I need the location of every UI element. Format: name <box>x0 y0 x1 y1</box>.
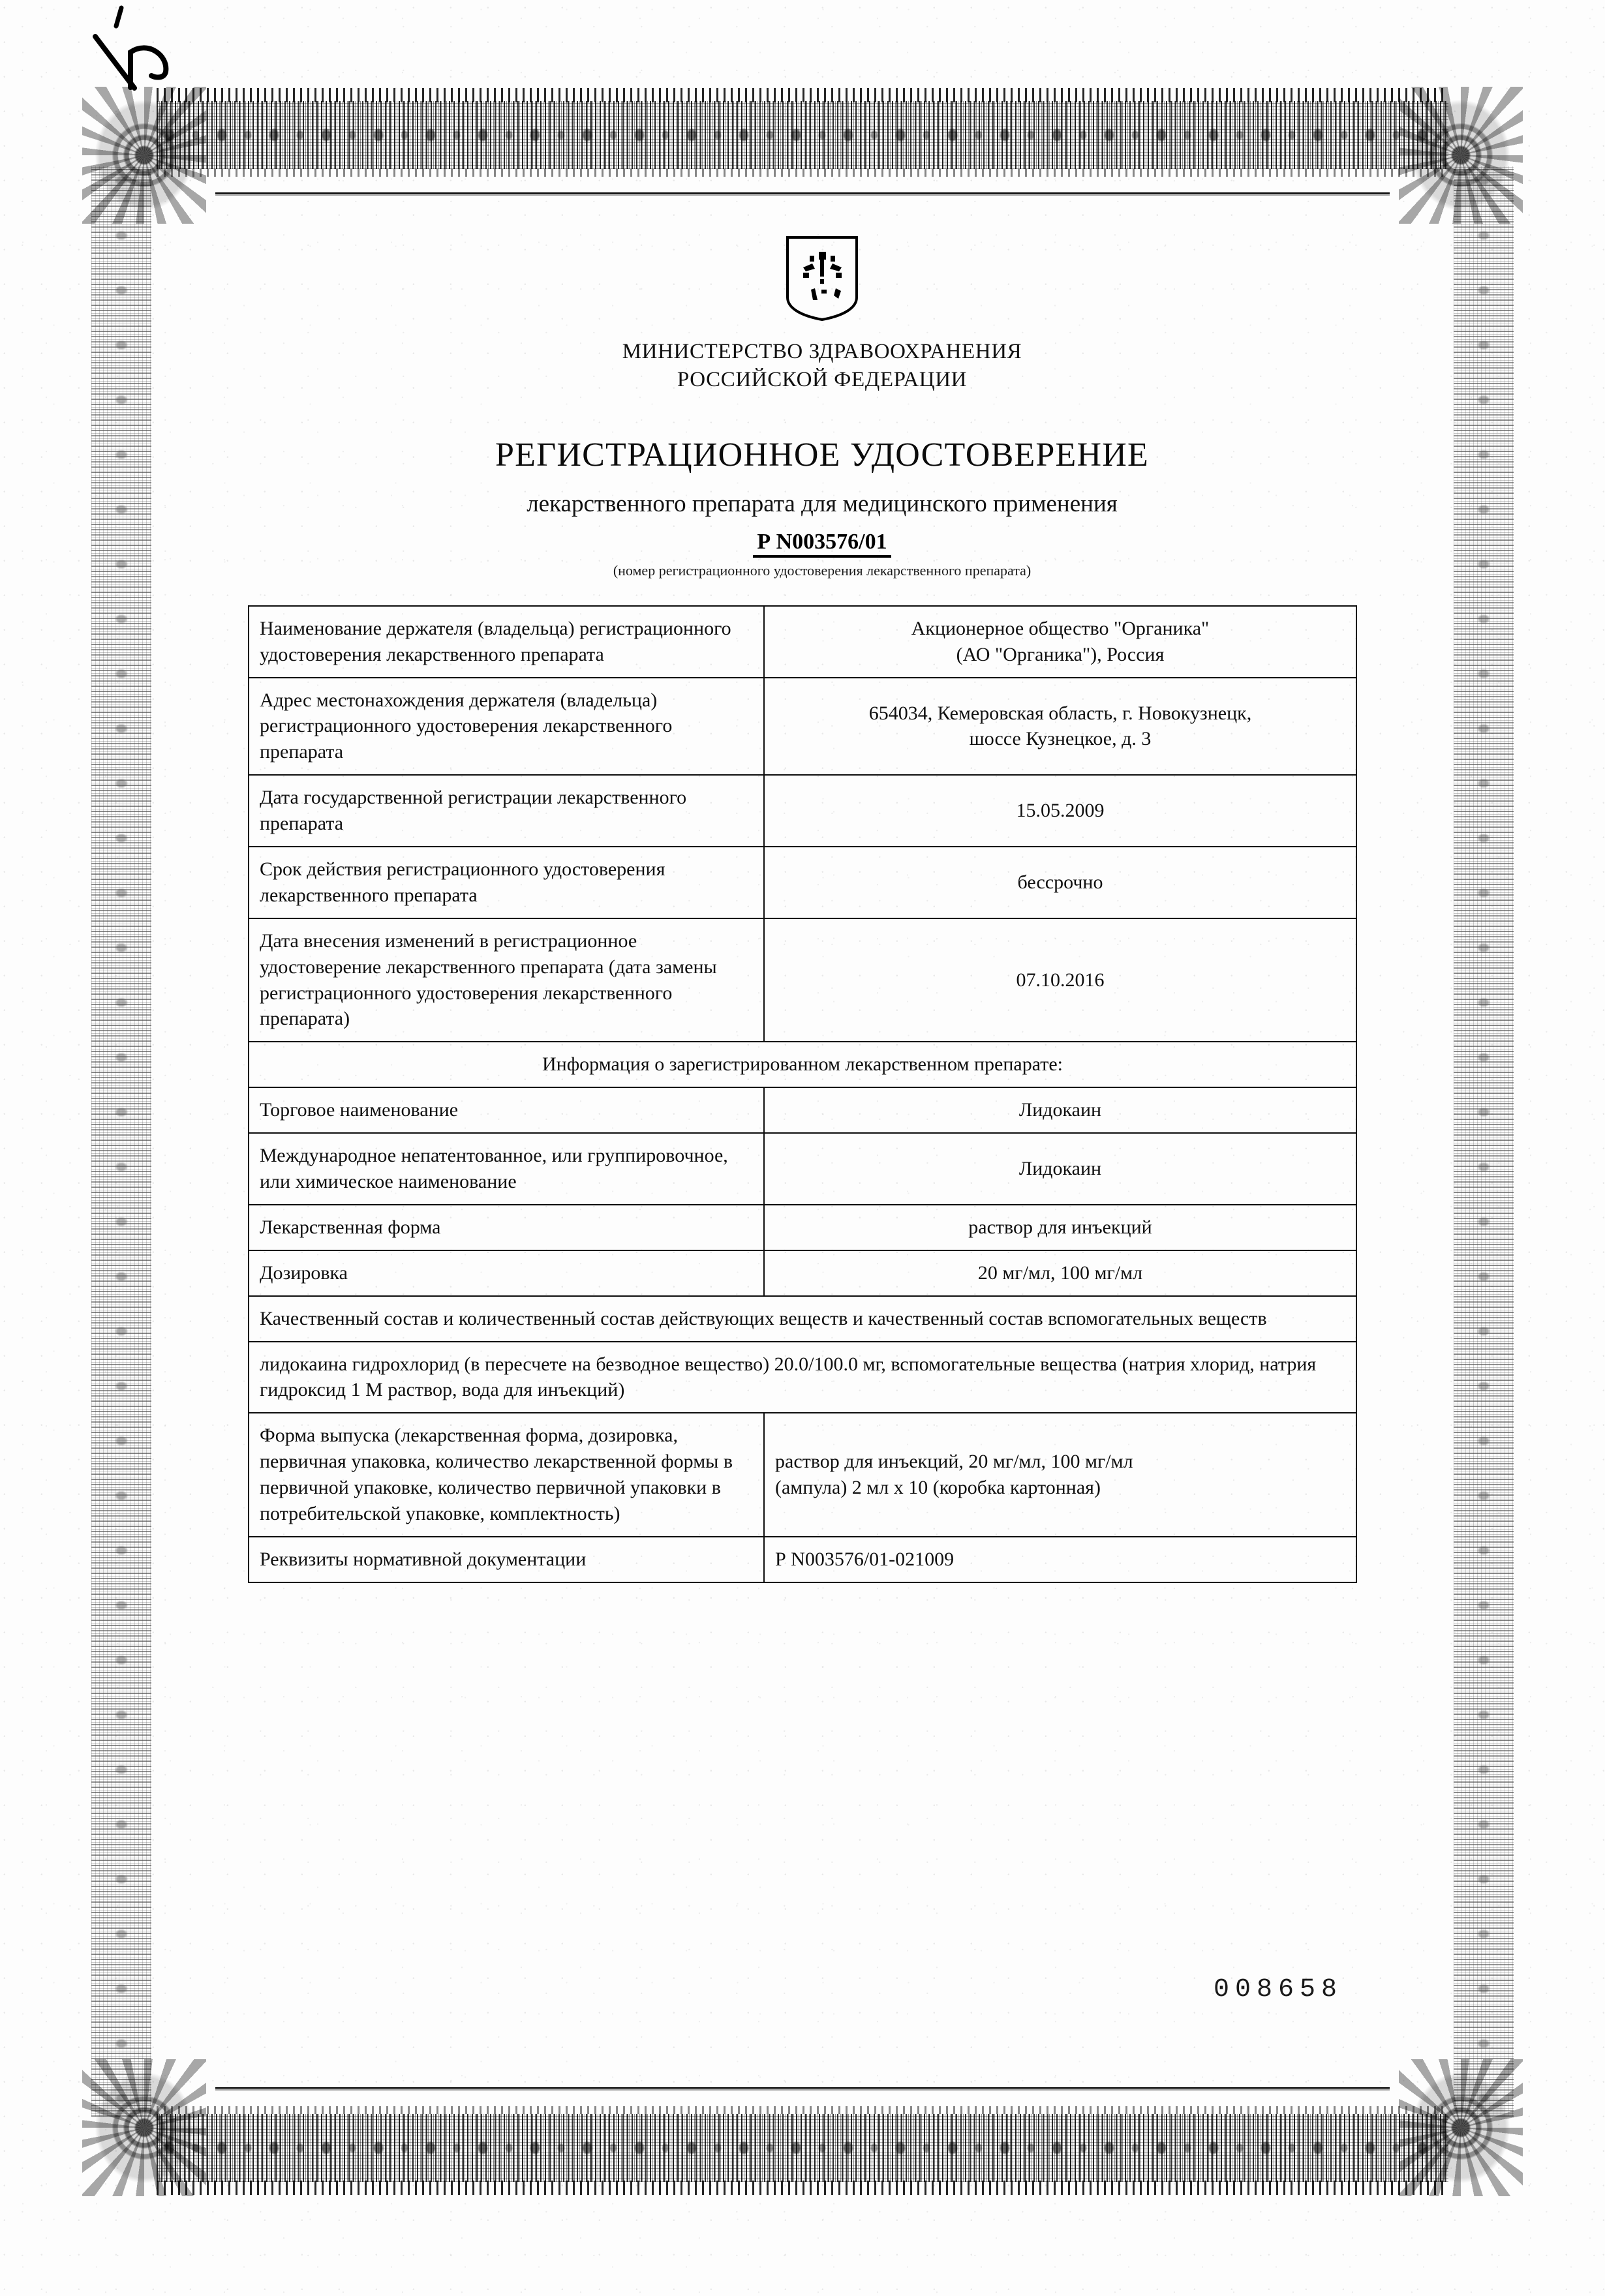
section-header: Информация о зарегистрированном лекарственном препарате: <box>249 1042 1356 1087</box>
border-ticks-bottom-outer <box>157 2181 1448 2195</box>
row-label: Дозировка <box>249 1250 764 1296</box>
corner-rosette-bottom-right <box>1399 2059 1523 2196</box>
corner-rosette-bottom-left <box>82 2059 206 2196</box>
registration-number-value: Р N003576/01 <box>753 530 891 558</box>
registration-number <box>248 530 1396 554</box>
composition-header: Качественный состав и количественный состав действующих веществ и качественный состав вспомогательных веществ <box>249 1296 1356 1342</box>
row-label: Дата внесения изменений в регистрационное удостоверение лекарственного препарата (дата замены регистрационного удостоверения лекарственного препарата) <box>249 918 764 1042</box>
table-row <box>249 1342 1356 1413</box>
corner-rosette-top-left <box>82 87 206 224</box>
row-label: Дата государственной регистрации лекарственного препарата <box>249 775 764 847</box>
row-value: Лидокаин <box>764 1133 1356 1205</box>
row-value: Лидокаин <box>764 1087 1356 1133</box>
guilloche-band-bottom <box>157 2114 1448 2182</box>
table-row <box>249 1205 1356 1250</box>
table-row <box>249 1133 1356 1205</box>
table-row <box>249 1087 1356 1133</box>
registration-number-caption: (номер регистрационного удостоверения лекарственного препарата) <box>613 562 1032 579</box>
guilloche-band-top <box>157 101 1448 169</box>
row-label: Наименование держателя (владельца) регистрационного удостоверения лекарственного препарата <box>249 606 764 678</box>
table-row <box>249 1296 1356 1342</box>
row-label: Лекарственная форма <box>249 1205 764 1250</box>
row-label: Форма выпуска (лекарственная форма, дозировка, первичная упаковка, количество лекарственной формы в первичной упаковке, количество первичной упаковки в потребительской упаковке, комплектность) <box>249 1413 764 1537</box>
page-title: РЕГИСТРАЦИОННОЕ УДОСТОВЕРЕНИЕ <box>495 436 1149 474</box>
table-row <box>249 1537 1356 1582</box>
certificate-content <box>248 235 1396 1583</box>
handwritten-mark <box>70 1 240 99</box>
corner-rosette-top-right <box>1399 87 1523 224</box>
row-value: 654034, Кемеровская область, г. Новокузнецк, шоссе Кузнецкое, д. 3 <box>764 678 1356 776</box>
serial-number: 008658 <box>1214 1975 1343 2004</box>
row-value: 20 мг/мл, 100 мг/мл <box>764 1250 1356 1296</box>
row-label: Торговое наименование <box>249 1087 764 1133</box>
certificate-table <box>248 605 1357 1583</box>
frame-inner-rule-bottom <box>215 2087 1390 2091</box>
ministry-line-2: РОССИЙСКОЙ ФЕДЕРАЦИИ <box>677 367 968 391</box>
row-value: Акционерное общество "Органика" (АО "Органика"), Россия <box>764 606 1356 678</box>
row-value: бессрочно <box>764 847 1356 918</box>
row-label: Международное непатентованное, или группировочное, или химическое наименование <box>249 1133 764 1205</box>
table-row <box>249 847 1356 918</box>
border-ticks-top-outer <box>157 88 1448 102</box>
row-label: Адрес местонахождения держателя (владельца) регистрационного удостоверения лекарственного препарата <box>249 678 764 776</box>
row-value: Р N003576/01-021009 <box>764 1537 1356 1582</box>
row-label: Срок действия регистрационного удостоверения лекарственного препарата <box>249 847 764 918</box>
russian-coat-of-arms-icon <box>784 235 861 321</box>
row-value: раствор для инъекций, 20 мг/мл, 100 мг/мл (ампула) 2 мл х 10 (коробка картонная) <box>764 1413 1356 1537</box>
guilloche-band-left <box>91 166 151 2117</box>
table-row <box>249 775 1356 847</box>
guilloche-band-right <box>1454 166 1514 2117</box>
table-row <box>249 1413 1356 1537</box>
row-value: 07.10.2016 <box>764 918 1356 1042</box>
row-label: Реквизиты нормативной документации <box>249 1537 764 1582</box>
row-value: 15.05.2009 <box>764 775 1356 847</box>
page-subtitle: лекарственного препарата для медицинского применения <box>527 490 1118 517</box>
table-row <box>249 606 1356 678</box>
row-value: раствор для инъекций <box>764 1205 1356 1250</box>
border-ticks-top-inner <box>157 169 1448 177</box>
table-row <box>249 918 1356 1042</box>
table-section-row <box>249 1042 1356 1087</box>
table-row <box>249 1250 1356 1296</box>
border-ticks-bottom-inner <box>157 2106 1448 2114</box>
ministry-line-1: МИНИСТЕРСТВО ЗДРАВООХРАНЕНИЯ <box>622 340 1022 363</box>
table-row <box>249 678 1356 776</box>
composition-text: лидокаина гидрохлорид (в пересчете на безводное вещество) 20.0/100.0 мг, вспомогательные вещества (натрия хлорид, натрия гидроксид 1 М раствор, вода для инъекций) <box>249 1342 1356 1413</box>
frame-inner-rule-top <box>215 192 1390 196</box>
